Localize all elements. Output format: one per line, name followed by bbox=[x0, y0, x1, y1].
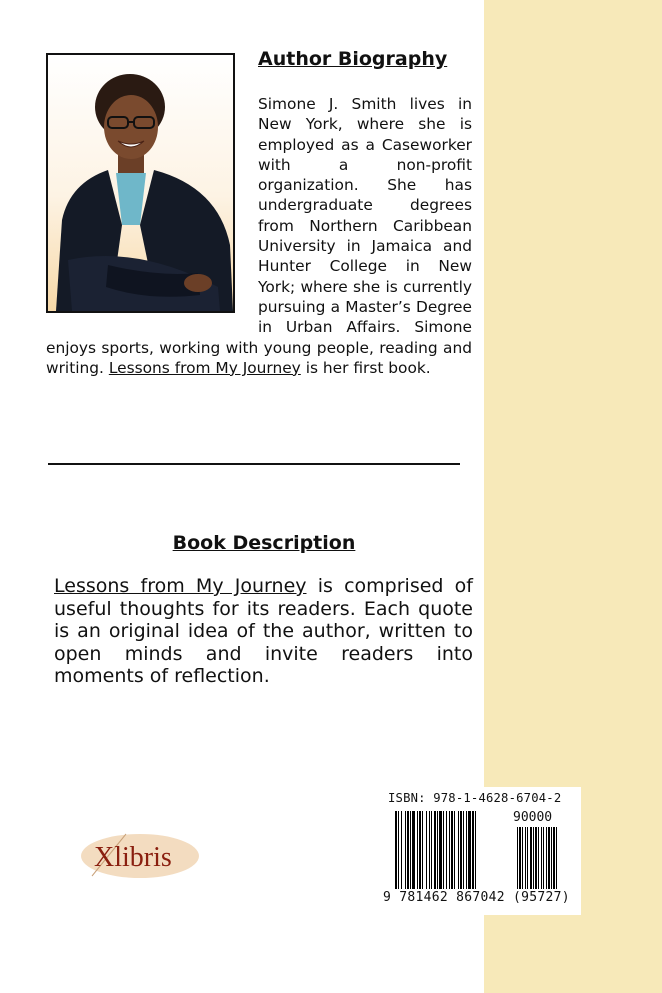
bio-book-title: Lessons from My Journey bbox=[108, 358, 301, 377]
barcode-bar bbox=[407, 811, 409, 889]
barcode-bar bbox=[458, 811, 459, 889]
barcode-bar bbox=[472, 811, 474, 889]
barcode-addon-bar bbox=[522, 827, 523, 889]
barcode-bar bbox=[451, 811, 453, 889]
barcode-bar bbox=[439, 811, 442, 889]
barcode-bar bbox=[405, 811, 406, 889]
publisher-logo bbox=[80, 830, 200, 880]
book-description-text bbox=[54, 575, 473, 688]
barcode-addon-bar bbox=[517, 827, 518, 889]
bio-text-part1: Simone J. Smith lives in New York, where she is employed as a Caseworker with a non-profit organization. She has undergraduate degrees from Northern Caribbean University in Jamaica and Hunter College in New York; where she is currently pursuing a Master’s Degree in Urban Affairs. Simone enjoys sports, working with young people, reading and writing. bbox=[46, 95, 472, 377]
book-description-heading: Book Description bbox=[172, 532, 356, 554]
bio-text-part2: is her first book. bbox=[300, 358, 431, 377]
barcode-bar bbox=[426, 811, 427, 889]
barcode-bar bbox=[422, 811, 423, 889]
section-divider bbox=[48, 463, 460, 465]
barcode-addon-bar bbox=[548, 827, 550, 889]
barcode-addon-bar bbox=[556, 827, 557, 889]
barcode-bar bbox=[460, 811, 462, 889]
photo-text-wrap-spacer bbox=[46, 94, 258, 334]
barcode-addon-bar bbox=[553, 827, 555, 889]
barcode-bar bbox=[395, 811, 397, 889]
barcode-bar bbox=[475, 811, 476, 889]
barcode-bar bbox=[410, 811, 411, 889]
barcode-bar bbox=[437, 811, 438, 889]
barcode-addon-bar bbox=[527, 827, 528, 889]
barcode-bar bbox=[401, 811, 402, 889]
barcode-bar bbox=[466, 811, 467, 889]
barcode-bar bbox=[398, 811, 399, 889]
barcode-addon-bar bbox=[551, 827, 552, 889]
price-code: 90000 bbox=[513, 810, 553, 825]
barcode-addon-bar bbox=[533, 827, 534, 889]
isbn-label: ISBN: 978-1-4628-6704-2 bbox=[388, 791, 562, 805]
barcode-addon-bar bbox=[525, 827, 526, 889]
barcode-bar bbox=[434, 811, 436, 889]
barcode-bar bbox=[429, 811, 430, 889]
barcode-digits: 9 781462 867042 (95727) bbox=[383, 890, 570, 905]
barcode-bar bbox=[454, 811, 455, 889]
barcode-addon-bar bbox=[546, 827, 547, 889]
barcode-bar bbox=[463, 811, 464, 889]
isbn-barcode bbox=[381, 787, 581, 915]
barcode-bar bbox=[417, 811, 418, 889]
barcode-bar bbox=[443, 811, 444, 889]
description-body: is comprised of useful thoughts for its readers. Each quote is an original idea of the author, written to open minds and invite readers into moments of reflection. bbox=[54, 575, 473, 687]
barcode-addon-bar bbox=[535, 827, 537, 889]
barcode-bar bbox=[468, 811, 471, 889]
barcode-addon-bar bbox=[530, 827, 532, 889]
barcode-bar bbox=[419, 811, 421, 889]
barcode-bar bbox=[412, 811, 415, 889]
author-biography-text bbox=[46, 94, 472, 378]
barcode-addon-bar bbox=[543, 827, 544, 889]
barcode-bar bbox=[449, 811, 450, 889]
author-biography-heading: Author Biography bbox=[258, 48, 448, 70]
barcode-addon-bar bbox=[538, 827, 539, 889]
description-book-title: Lessons from My Journey bbox=[54, 575, 307, 597]
barcode-addon-bar bbox=[541, 827, 542, 889]
publisher-logo-text: Xlibris bbox=[94, 842, 172, 873]
barcode-addon-bar bbox=[519, 827, 521, 889]
barcode-bar bbox=[446, 811, 447, 889]
barcode-bar bbox=[431, 811, 432, 889]
